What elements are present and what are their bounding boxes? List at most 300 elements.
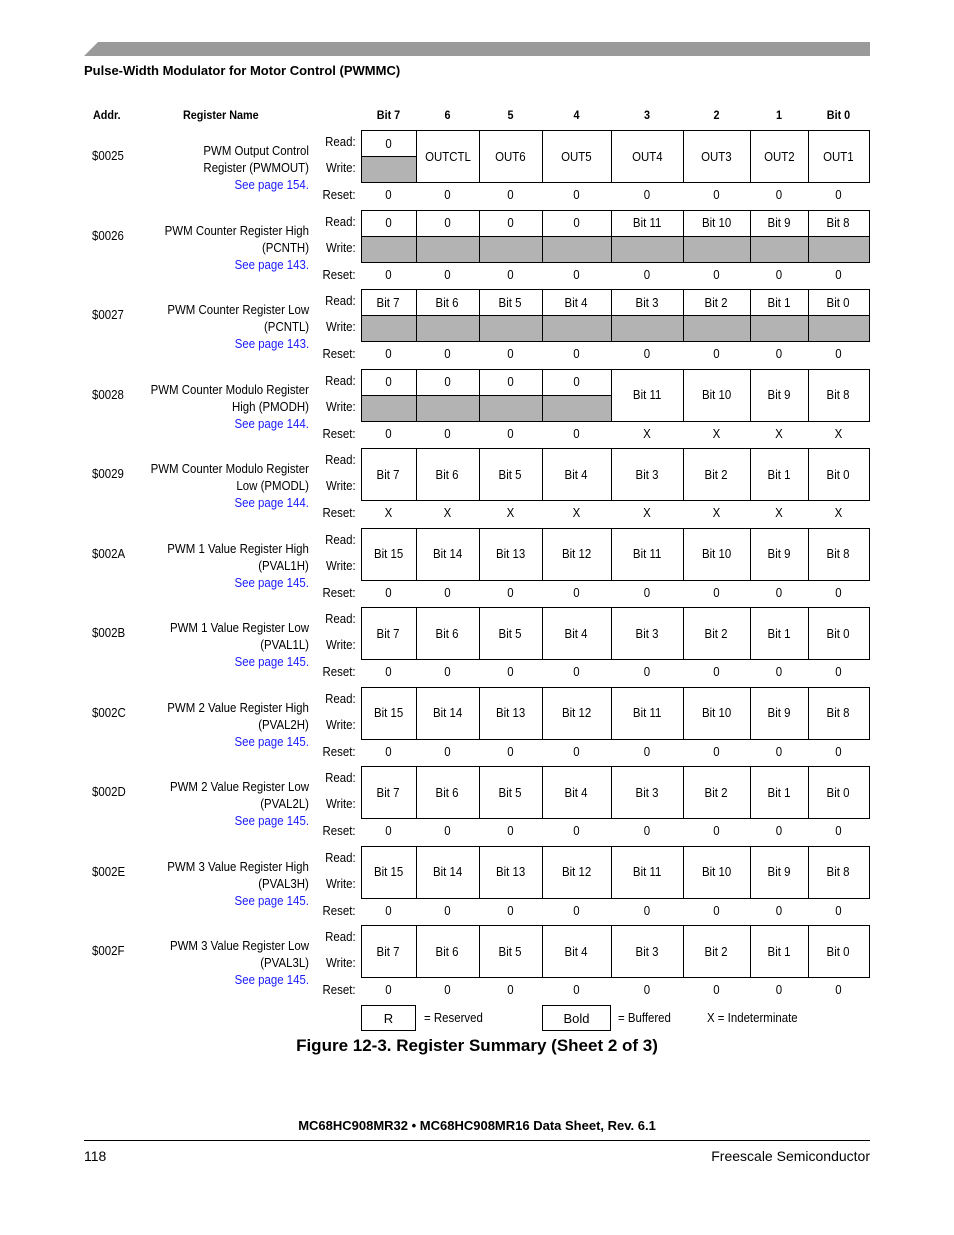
reset-value: 0 [835,346,842,361]
bit-header: 3 [643,108,651,122]
grid-line [416,607,417,660]
bit-cell [611,289,683,315]
see-page-link[interactable]: See page 145. [234,574,309,590]
bit-cell [808,210,869,236]
register-name-line: PWM 1 Value Register High [167,540,309,556]
register-name [151,778,309,829]
see-page-link[interactable]: See page 143. [234,336,309,351]
grid-line [869,846,870,899]
grid-line [750,687,751,740]
register-address: $0029 [92,466,124,481]
bit-cell [750,210,808,236]
legend-reserved-text: = Reserved [424,1010,483,1025]
bit-cell-text: Bit 9 [767,215,791,230]
bit-cell [542,687,611,739]
bit-cell-text: Bit 15 [373,864,404,879]
bit-cell-text: Bit 12 [561,705,592,720]
bit-cell [542,846,611,898]
bit-cell-text: Bit 7 [377,784,400,800]
reset-value: 0 [643,346,651,361]
bit-cell-text: Bit 3 [635,294,659,310]
grid-line [416,448,417,501]
grid-line [683,607,684,660]
register-name-line: (PVAL2H) [258,716,309,732]
reset-value: 0 [444,187,451,202]
legend-bold-text: = Buffered [618,1010,671,1025]
bit-cell [542,210,611,236]
grid-line [750,448,751,501]
reset-value: X [384,505,393,520]
grid-line [416,236,480,237]
bit-cell [479,448,542,500]
reset-value: 0 [507,982,514,997]
grid-line [808,130,809,183]
bit-cell-text: Bit 4 [565,943,588,959]
register-name [151,619,309,670]
register-name [148,858,309,909]
read-label: Read: [325,213,356,229]
reset-value: 0 [835,743,842,759]
bit-cell [683,925,750,977]
bit-cell [683,289,750,315]
write-label: Write: [326,875,356,891]
bit-cell-text: Bit 4 [565,466,588,482]
register-address: $002D [92,784,126,799]
reset-value: 0 [643,584,651,600]
grid-line [542,846,543,899]
grid-line [611,687,612,740]
bit-cell [479,210,542,236]
reset-value: 0 [573,346,580,361]
bit-cell [750,925,808,977]
reset-value: 0 [835,584,842,600]
register-name-line: (PVAL1H) [258,557,309,573]
bit-cell-text: Bit 11 [632,387,662,402]
grid-line [869,528,870,581]
bit-cell [416,607,479,659]
register-name-line: PWM Counter Modulo Register [150,381,309,397]
register-name [148,699,309,750]
reset-value: 0 [835,266,842,282]
bit-cell [808,687,869,739]
grid-line [542,687,543,740]
bit-cell [479,925,542,977]
bit-header: 1 [775,108,783,122]
see-page-link[interactable]: See page 145. [234,892,309,908]
grid-line [869,448,870,501]
reset-value: X [775,505,783,520]
bit-cell [361,289,416,315]
register-name-line: (PVAL2L) [260,796,309,811]
reset-value: 0 [385,664,392,679]
bit-cell-text: Bit 1 [767,294,791,310]
reserved-cell [542,236,611,262]
grid-line [479,448,480,501]
grid-line [361,262,870,263]
bit-cell [683,766,750,818]
register-address: $0028 [92,386,124,402]
grid-line [683,766,684,819]
grid-line [361,182,870,183]
register-name-line: Low (PMODL) [236,478,309,493]
bit-cell-text: Bit 3 [635,466,659,482]
see-page-link[interactable]: See page 145. [234,972,309,987]
bit-cell [479,528,542,580]
grid-line [542,315,612,316]
register-name-line: (PCNTL) [263,319,309,334]
grid-line [750,766,751,819]
bit-cell-text: Bit 13 [495,705,526,720]
bit-cell-text: OUT4 [631,148,663,164]
reserved-cell [750,315,808,341]
grid-line [869,925,870,978]
reset-value: 0 [444,982,451,997]
grid-line [361,766,362,819]
bit-cell-text: Bit 3 [635,625,659,641]
reserved-cell [479,236,542,262]
register-name-header: Register Name [183,108,259,122]
bit-cell [750,846,808,898]
reset-label: Reset: [322,425,356,441]
bit-cell [808,369,869,421]
write-label: Write: [326,319,356,334]
reset-value: 0 [713,187,720,202]
reset-value: 0 [444,266,451,282]
bit-cell-text: Bit 5 [499,294,522,310]
bit-cell-text: 0 [573,215,580,230]
grid-line [361,925,362,978]
reset-value: 0 [385,187,392,202]
register-name-line: PWM 1 Value Register Low [169,620,309,635]
bit-cell [808,528,869,580]
reset-value: 0 [385,266,392,282]
see-page-link[interactable]: See page 144. [234,495,309,510]
bit-cell-text: Bit 14 [432,705,463,720]
bit-cell [808,289,869,315]
grid-line [416,687,417,740]
reset-value: X [775,425,783,441]
bit-cell-text: Bit 2 [705,943,728,959]
reset-value: 0 [713,584,720,600]
reset-value: 0 [507,584,514,600]
reset-value: 0 [835,902,842,918]
reserved-cell [416,395,479,421]
reset-value: 0 [775,743,783,759]
grid-line [683,315,751,316]
grid-line [361,687,362,740]
register-address: $002A [92,545,126,561]
bit-cell-text: Bit 15 [373,546,404,561]
reset-value: 0 [835,982,842,997]
reset-value: 0 [713,902,720,918]
grid-line [361,210,870,211]
bit-cell-text: Bit 14 [432,546,463,561]
grid-line [683,846,684,899]
register-name [129,381,309,432]
read-label: Read: [325,293,356,308]
reset-value: 0 [835,187,842,202]
bit-cell [750,289,808,315]
grid-line [808,607,809,660]
grid-line [611,846,612,899]
grid-line [479,528,480,581]
bit-cell [361,369,416,395]
grid-line [361,580,870,581]
grid-line [361,341,870,342]
reset-value: 0 [385,743,392,759]
register-name [129,460,309,511]
bit-cell [611,687,683,739]
bit-cell [479,369,542,395]
grid-line [683,925,684,978]
grid-line [416,766,417,819]
register-address: $002E [92,863,126,879]
register-name-line: PWM 2 Value Register Low [169,779,309,794]
reset-value: 0 [775,823,783,838]
bit-cell-text: Bit 0 [827,625,850,641]
reserved-cell [361,236,416,262]
bit-cell [479,766,542,818]
register-name-line: (PVAL3H) [258,875,309,891]
grid-line [683,130,684,183]
grid-line [750,846,751,899]
grid-line [479,766,480,819]
bit-cell-text: 0 [385,374,392,389]
grid-line [361,528,362,581]
grid-line [361,607,870,608]
reset-value: 0 [385,425,392,441]
grid-line [750,925,751,978]
bit-cell [416,369,479,395]
grid-line [611,528,612,581]
bit-cell-text: Bit 11 [632,705,662,720]
reserved-cell [361,315,416,341]
reset-value: 0 [385,584,392,600]
reset-value: 0 [713,664,720,679]
grid-line [611,607,612,660]
reset-value: 0 [643,743,651,759]
reset-value: 0 [507,743,514,759]
bit-cell [361,210,416,236]
bit-cell-text: 0 [507,215,514,230]
bit-cell [361,766,416,818]
page-number: 118 [84,1148,107,1164]
bit-cell-text: Bit 3 [635,943,659,959]
grid-line [361,925,870,926]
bit-cell-text: Bit 10 [701,387,732,402]
see-page-link[interactable]: See page 144. [234,415,309,431]
bit-cell [416,130,479,182]
reserved-cell [361,156,416,182]
grid-line [611,766,612,819]
bit-cell [416,925,479,977]
reset-value: 0 [713,743,720,759]
grid-line [361,977,870,978]
grid-line [361,659,870,660]
see-page-link[interactable]: See page 145. [234,733,309,749]
see-page-link[interactable]: See page 154. [234,177,309,192]
bit-cell-text: 0 [385,135,392,151]
grid-line [361,369,870,370]
legend-reserved-box: R [361,1005,416,1031]
reserved-cell [416,236,479,262]
grid-line [361,818,870,819]
write-label: Write: [326,716,356,732]
bit-cell [683,687,750,739]
reset-value: X [834,425,843,441]
bit-cell [361,448,416,500]
bit-cell [683,130,750,182]
bit-cell [611,846,683,898]
grid-line [542,236,612,237]
bit-cell-text: Bit 11 [632,864,662,879]
bit-cell [361,528,416,580]
register-name-line: PWM 2 Value Register High [167,699,309,715]
register-name-line: PWM Counter Register Low [167,302,309,317]
bit-cell-text: Bit 4 [565,625,588,641]
read-label: Read: [325,134,356,149]
grid-line [361,156,417,157]
reset-value: 0 [507,823,514,838]
bit-cell-text: Bit 3 [635,784,659,800]
bit-cell [416,687,479,739]
bit-cell-text: Bit 1 [767,625,791,641]
register-name-line: PWM Output Control [203,143,309,158]
reset-value: 0 [643,187,651,202]
bit-cell [542,766,611,818]
reset-value: 0 [385,902,392,918]
bit-header: Bit 0 [826,108,851,122]
bit-cell-text: Bit 10 [701,546,732,561]
reset-value: X [643,505,651,520]
bit-cell-text: Bit 9 [767,387,791,402]
grid-line [542,448,543,501]
bit-header: 5 [507,108,514,122]
register-name-line: (PCNTH) [261,239,309,255]
bit-cell-text: Bit 13 [495,864,526,879]
reserved-cell [416,315,479,341]
reset-value: 0 [385,982,392,997]
reset-value: 0 [507,664,514,679]
register-name-line: Register (PWMOUT) [203,160,309,175]
see-page-link[interactable]: See page 143. [234,256,309,272]
reserved-cell [611,315,683,341]
bit-cell-text: Bit 13 [495,546,526,561]
grid-line [361,607,362,660]
reset-value: 0 [573,266,580,282]
register-address: $002B [92,625,126,640]
grid-line [808,687,809,740]
bit-cell-text: Bit 7 [377,294,400,310]
register-address: $002C [92,704,126,720]
bit-cell [416,766,479,818]
grid-line [361,739,870,740]
bit-cell-text: OUT6 [495,148,526,164]
reserved-cell [683,315,750,341]
reset-value: 0 [775,902,783,918]
write-label: Write: [326,160,356,175]
reserved-cell [542,395,611,421]
register-name-line: PWM 3 Value Register Low [169,938,309,953]
write-label: Write: [326,398,356,414]
bit-cell [808,607,869,659]
reset-label: Reset: [322,823,356,838]
bit-cell-text: Bit 12 [561,864,592,879]
grid-line [361,448,362,501]
grid-line [808,925,809,978]
grid-line [869,687,870,740]
bit-cell-text: Bit 1 [767,784,791,800]
grid-line [808,236,870,237]
grid-line [750,130,751,183]
bit-cell-text: Bit 2 [705,294,728,310]
bit-cell [416,289,479,315]
grid-line [683,687,684,740]
reset-value: 0 [444,346,451,361]
register-name [145,222,309,273]
reset-value: 0 [713,346,720,361]
grid-line [611,130,612,183]
grid-line [611,236,684,237]
grid-line [750,369,751,422]
bit-cell [750,766,808,818]
reset-value: X [834,505,843,520]
read-label: Read: [325,690,356,706]
reset-label: Reset: [322,266,356,282]
bit-cell [683,210,750,236]
grid-line [416,315,480,316]
read-label: Read: [325,770,356,785]
grid-line [808,369,809,422]
grid-line [542,766,543,819]
see-page-link[interactable]: See page 145. [234,654,309,669]
reset-value: 0 [643,902,651,918]
grid-line [479,315,543,316]
reset-label: Reset: [322,902,356,918]
bit-cell-text: 0 [507,374,514,389]
reserved-cell [611,236,683,262]
bit-cell [361,607,416,659]
bit-cell [683,607,750,659]
bit-cell [542,289,611,315]
reset-value: 0 [713,823,720,838]
register-name [148,540,309,591]
reset-value: 0 [713,266,720,282]
bit-cell [416,846,479,898]
bit-cell [750,687,808,739]
figure-caption: Figure 12-3. Register Summary (Sheet 2 of 3) [296,1036,658,1055]
grid-line [683,528,684,581]
bit-cell-text: Bit 0 [827,784,850,800]
register-name-line: PWM 3 Value Register High [167,858,309,874]
bit-cell-text: Bit 6 [436,943,459,959]
bit-cell [683,528,750,580]
see-page-link[interactable]: See page 145. [234,813,309,828]
bit-cell-text: Bit 14 [432,864,463,879]
bit-cell-text: Bit 1 [767,466,791,482]
grid-line [869,766,870,819]
reset-label: Reset: [322,505,356,520]
grid-line [361,766,870,767]
footer-rule [84,1140,870,1141]
register-address: $0025 [92,148,124,163]
bit-cell-text: OUT2 [763,148,795,164]
write-label: Write: [326,637,356,652]
reset-value: 0 [507,266,514,282]
bit-cell-text: Bit 1 [767,943,791,959]
reset-value: X [712,505,721,520]
bit-cell-text: Bit 10 [701,705,732,720]
